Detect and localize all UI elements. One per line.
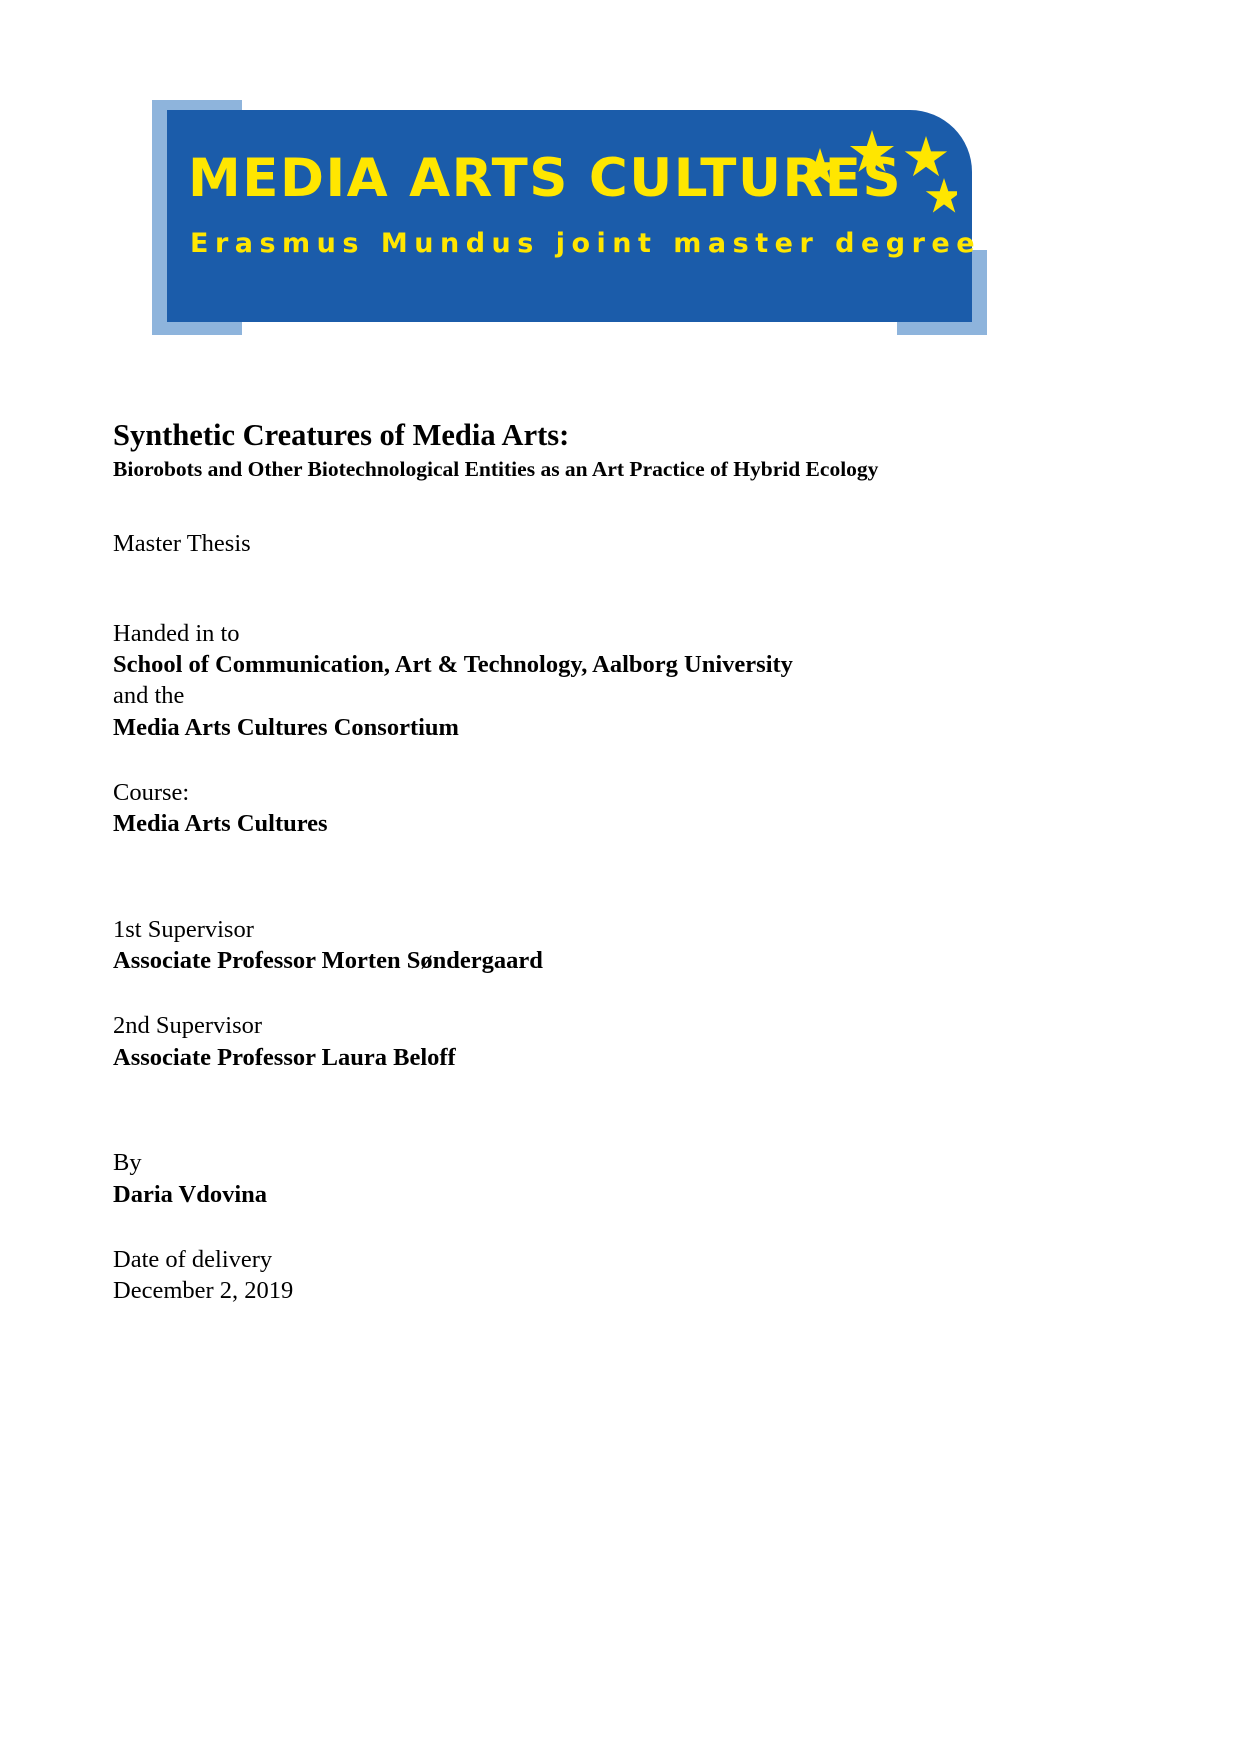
logo-wordmark: MEDIA ARTS CULTURES (188, 148, 903, 209)
title-page-content (113, 418, 1133, 1307)
institution-name: School of Communication, Art & Technology, Aalborg University (113, 650, 793, 678)
supervisor-1-name: Associate Professor Morten Søndergaard (113, 947, 543, 975)
date-value: December 2, 2019 (113, 1277, 294, 1305)
handed-in-label: Handed in to (113, 619, 240, 647)
supervisor-2-label: 2nd Supervisor (113, 1012, 263, 1040)
supervisor-2-name: Associate Professor Laura Beloff (113, 1043, 456, 1071)
page-subtitle: Biorobots and Other Biotechnological Entities as an Art Practice of Hybrid Ecology (113, 456, 879, 481)
consortium-name: Media Arts Cultures Consortium (113, 713, 459, 741)
page-title: Synthetic Creatures of Media Arts: (113, 418, 570, 452)
course-label: Course: (113, 779, 190, 806)
supervisor-1-label: 1st Supervisor (113, 915, 254, 943)
course-name: Media Arts Cultures (113, 810, 328, 838)
author-name: Daria Vdovina (113, 1180, 268, 1208)
and-the-label: and the (113, 682, 185, 710)
logo-tagline: Erasmus Mundus joint master degree (190, 228, 982, 259)
by-label: By (113, 1149, 142, 1177)
media-arts-cultures-logo (152, 100, 987, 335)
date-label: Date of delivery (113, 1245, 273, 1273)
document-type: Master Thesis (113, 530, 251, 558)
